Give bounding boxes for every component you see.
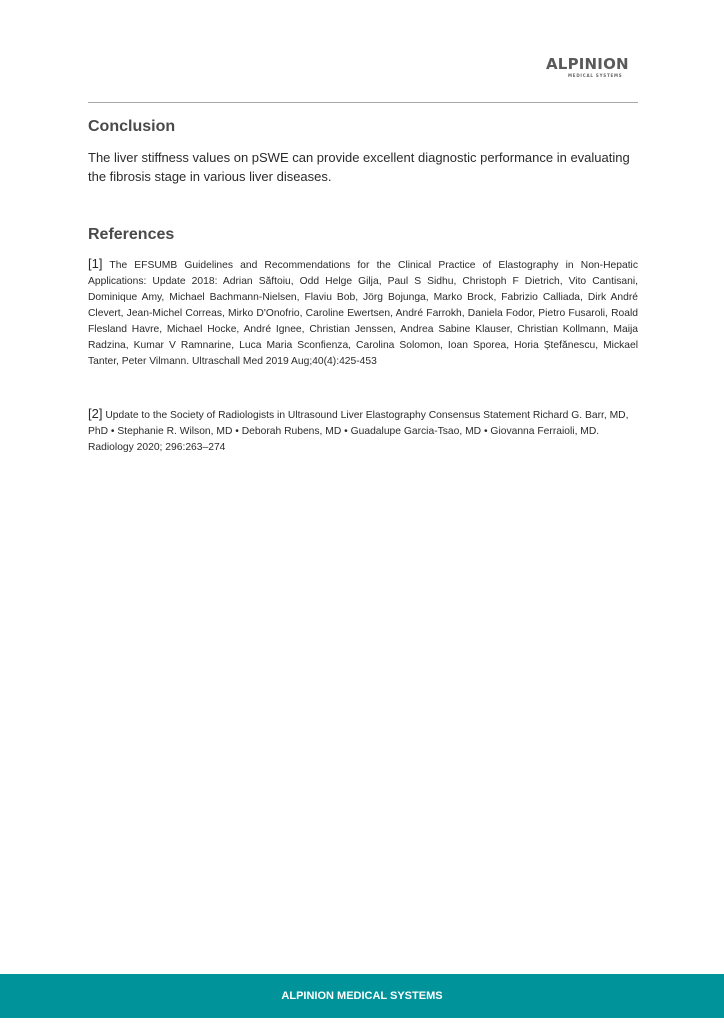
reference-number: [1] — [88, 256, 103, 271]
footer-bar — [0, 974, 724, 1018]
header-divider — [88, 102, 638, 103]
reference-item — [88, 256, 638, 370]
reference-item — [88, 406, 638, 456]
footer-text: ALPINION MEDICAL SYSTEMS — [281, 990, 443, 1002]
conclusion-heading: Conclusion — [88, 118, 176, 135]
logo-subtitle: MEDICAL SYSTEMS — [568, 73, 623, 78]
reference-text: The EFSUMB Guidelines and Recommendations for the Clinical Practice of Elastography in Non-Hepatic Applications: Update 2018: Adrian Săftoiu, Odd Helge Gilja, Paul S Sidhu, Christoph F Dietrich, Vito Cantisani, Dominique Amy, Michael Bachmann-Nielsen, Flaviu Bob, Jörg Bojunga, Marko Brock, Fabrizio Calliada, Dirk André Clevert, Jean-Michel Correas, Mirko D'Onofrio, Caroline Ewertsen, André Farrokh, Daniela Fodor, Pietro Fusaroli, Roald Flesland Havre, Michael Hocke, André Ignee, Christian Jenssen, Andrea Sabine Klauser, Christian Kollmann, Maija Radzina, Kumar V Ramnarine, Luca Maria Sconfienza, Carolina Solomon, Ioan Sporea, Horia Ștefănescu, Mickael Tanter, Peter Vilmann. Ultraschall Med 2019 Aug;40(4):425-453 — [88, 260, 638, 367]
references-heading: References — [88, 226, 175, 243]
alpinion-logo — [546, 56, 638, 80]
logo-wordmark: ALPINION — [546, 55, 629, 73]
reference-number: [2] — [88, 406, 103, 421]
reference-text: Update to the Society of Radiologists in Ultrasound Liver Elastography Consensus Statement Richard G. Barr, MD, PhD • Stephanie R. Wilson, MD • Deborah Rubens, MD • Guadalupe Garcia-Tsao, MD • Giovanna Ferraioli, MD. Radiology 2020; 296:263–274 — [88, 410, 629, 453]
conclusion-text: The liver stiffness values on pSWE can provide excellent diagnostic performance in evaluating the fibrosis stage in various liver diseases. — [88, 150, 630, 184]
